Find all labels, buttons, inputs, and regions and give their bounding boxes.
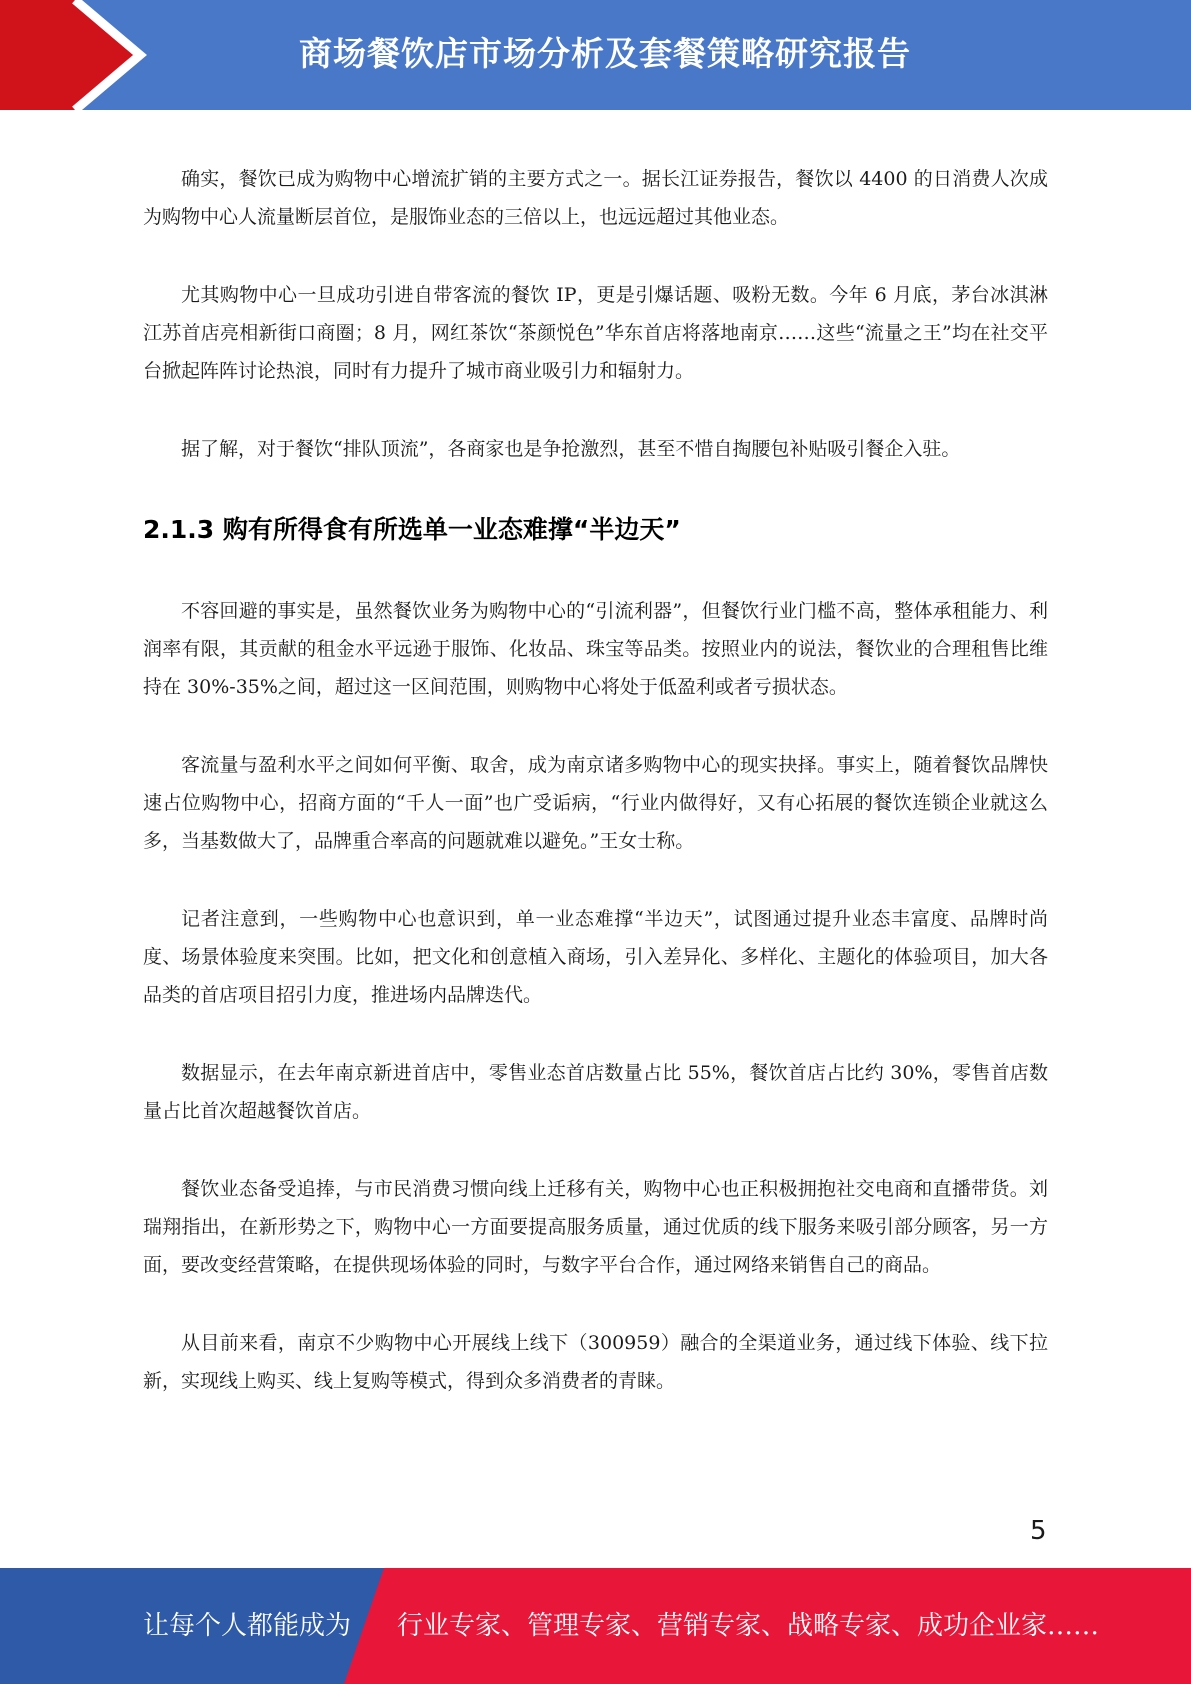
paragraph: 不容回避的事实是，虽然餐饮业务为购物中心的“引流利器”，但餐饮行业门槛不高，整体承租能力、利润率有限，其贡献的租金水平远逊于服饰、化妆品、珠宝等品类。按照业内的说法，餐饮业的合理租售比维持在 30%-35%之间，超过这一区间范围，则购物中心将处于低盈利或者亏损状态。 <box>143 600 1048 698</box>
page-number: 5 <box>1030 1516 1047 1546</box>
main-content <box>143 160 1048 1440</box>
paragraph: 尤其购物中心一旦成功引进自带客流的餐饮 IP，更是引爆话题、吸粉无数。今年 6 月底，茅台冰淇淋江苏首店亮相新街口商圈；8 月，网红茶饮“茶颜悦色”华东首店将落地南京……这些“流量之王”均在社交平台掀起阵阵讨论热浪，同时有力提升了城市商业吸引力和辐射力。 <box>143 284 1048 382</box>
page-footer <box>0 1568 1191 1684</box>
paragraph: 记者注意到，一些购物中心也意识到，单一业态难撑“半边天”，试图通过提升业态丰富度、品牌时尚度、场景体验度来突围。比如，把文化和创意植入商场，引入差异化、多样化、主题化的体验项目，加大各品类的首店项目招引力度，推进场内品牌迭代。 <box>143 908 1048 1006</box>
footer-slogan-left: 让每个人都能成为 <box>143 1611 352 1641</box>
paragraph: 据了解，对于餐饮“排队顶流”，各商家也是争抢激烈，甚至不惜自掏腰包补贴吸引餐企入驻。 <box>181 438 961 460</box>
paragraph: 确实，餐饮已成为购物中心增流扩销的主要方式之一。据长江证券报告，餐饮以 4400 的日消费人次成为购物中心人流量断层首位，是服饰业态的三倍以上，也远远超过其他业态。 <box>143 168 1048 228</box>
report-title: 商场餐饮店市场分析及套餐策略研究报告 <box>299 34 911 73</box>
paragraph: 餐饮业态备受追捧，与市民消费习惯向线上迁移有关，购物中心也正积极拥抱社交电商和直播带货。刘瑞翔指出，在新形势之下，购物中心一方面要提高服务质量，通过优质的线下服务来吸引部分顾客，另一方面，要改变经营策略，在提供现场体验的同时，与数字平台合作，通过网络来销售自己的商品。 <box>143 1178 1048 1276</box>
paragraph: 从目前来看，南京不少购物中心开展线上线下（300959）融合的全渠道业务，通过线下体验、线下拉新，实现线上购买、线上复购等模式，得到众多消费者的青睐。 <box>143 1332 1048 1392</box>
footer-slogan-right: 行业专家、管理专家、营销专家、战略专家、成功企业家…… <box>397 1611 1100 1641</box>
paragraph: 数据显示，在去年南京新进首店中，零售业态首店数量占比 55%，餐饮首店占比约 30%，零售首店数量占比首次超越餐饮首店。 <box>143 1062 1048 1122</box>
page-header <box>0 0 1191 110</box>
paragraph: 客流量与盈利水平之间如何平衡、取舍，成为南京诸多购物中心的现实抉择。事实上，随着餐饮品牌快速占位购物中心，招商方面的“千人一面”也广受诟病，“行业内做得好，又有心拓展的餐饮连锁企业就这么多，当基数做大了，品牌重合率高的问题就难以避免。”王女士称。 <box>143 754 1048 852</box>
section-heading: 2.1.3 购有所得食有所选单一业态难撑“半边天” <box>143 515 681 544</box>
